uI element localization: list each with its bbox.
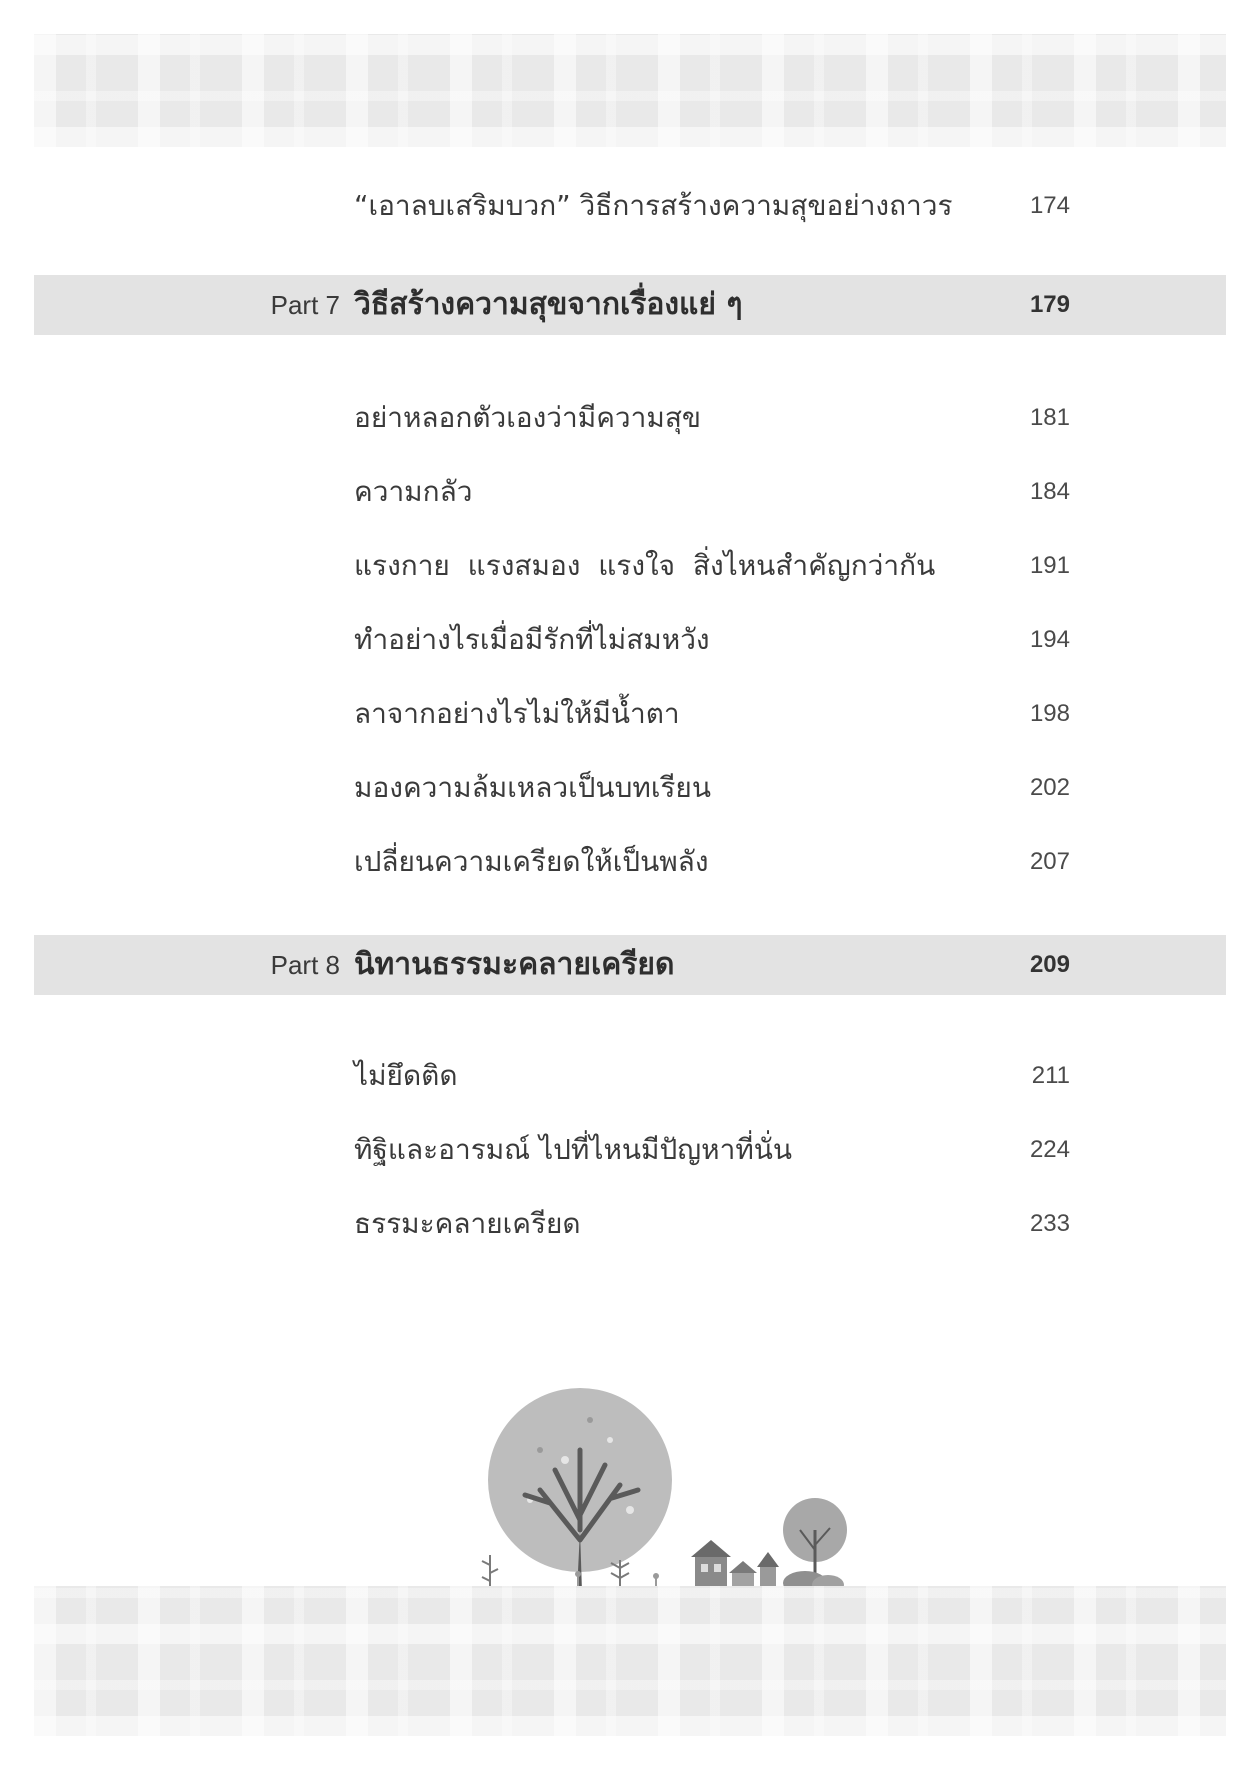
toc-entry-title: ทำอย่างไรเมื่อมีรักที่ไม่สมหวัง: [354, 623, 710, 656]
toc-entry[interactable]: [0, 1056, 1259, 1096]
part-page: 179: [1029, 291, 1070, 318]
toc-entry-title: อย่าหลอกตัวเองว่ามีความสุข: [354, 401, 702, 434]
tree-icon: [488, 1388, 672, 1592]
part-header[interactable]: [34, 275, 1226, 335]
toc-entry-page: 191: [1029, 552, 1070, 579]
toc-entry[interactable]: [0, 472, 1259, 512]
part-label: Part 7: [270, 290, 340, 320]
toc-entry-page: 202: [1029, 774, 1070, 801]
toc-entry-page: 194: [1029, 626, 1070, 653]
toc-entry-title: แรงกาย แรงสมอง แรงใจ สิ่งไหนสำคัญกว่ากัน: [354, 549, 936, 582]
toc-entry-title: ลาจากอย่างไรไม่ให้มีน้ำตา: [354, 697, 680, 730]
toc-entry-title: ทิฐิและอารมณ์ ไปที่ไหนมีปัญหาที่นั่น: [354, 1133, 793, 1166]
top-plaid-banner: [34, 34, 1226, 147]
toc-entry[interactable]: [0, 620, 1259, 660]
part-title: วิธีสร้างความสุขจากเรื่องแย่ ๆ: [354, 287, 743, 322]
toc-entry-page: 174: [1029, 192, 1070, 219]
part-title: นิทานธรรมะคลายเครียด: [354, 947, 675, 982]
part-header[interactable]: [34, 935, 1226, 995]
toc-entry-title: เปลี่ยนความเครียดให้เป็นพลัง: [354, 845, 709, 878]
toc-entry[interactable]: [0, 694, 1259, 734]
toc-entry-page: 198: [1029, 700, 1070, 727]
toc-entry[interactable]: [0, 1130, 1259, 1170]
toc-entry-title: “เอาลบเสริมบวก” วิธีการสร้างความสุขอย่างถาวร: [354, 189, 953, 222]
toc-entry[interactable]: [0, 398, 1259, 438]
toc-entry-page: 224: [1029, 1136, 1070, 1163]
toc-entry[interactable]: [0, 546, 1259, 586]
toc-entry-page: 207: [1029, 848, 1070, 875]
toc-entry-page: 233: [1029, 1210, 1070, 1237]
toc-entry-page: 184: [1029, 478, 1070, 505]
toc-entry-page: 181: [1029, 404, 1070, 431]
toc-entry-title: ธรรมะคลายเครียด: [354, 1207, 581, 1240]
landscape-illustration: [470, 1380, 890, 1595]
toc-entry-title: ความกลัว: [354, 475, 473, 508]
toc-entry[interactable]: [0, 1204, 1259, 1244]
toc-entry-title: มองความล้มเหลวเป็นบทเรียน: [354, 771, 711, 804]
bottom-plaid-banner: [34, 1586, 1226, 1736]
toc-entry[interactable]: [0, 842, 1259, 882]
toc-entry[interactable]: [0, 768, 1259, 808]
part-label: Part 8: [270, 950, 340, 980]
house-icon: [691, 1540, 779, 1592]
toc-entry-page: 211: [1031, 1062, 1070, 1089]
toc-entry-title: ไม่ยึดติด: [354, 1059, 458, 1092]
toc-entry[interactable]: [0, 186, 1259, 226]
part-page: 209: [1029, 951, 1070, 978]
